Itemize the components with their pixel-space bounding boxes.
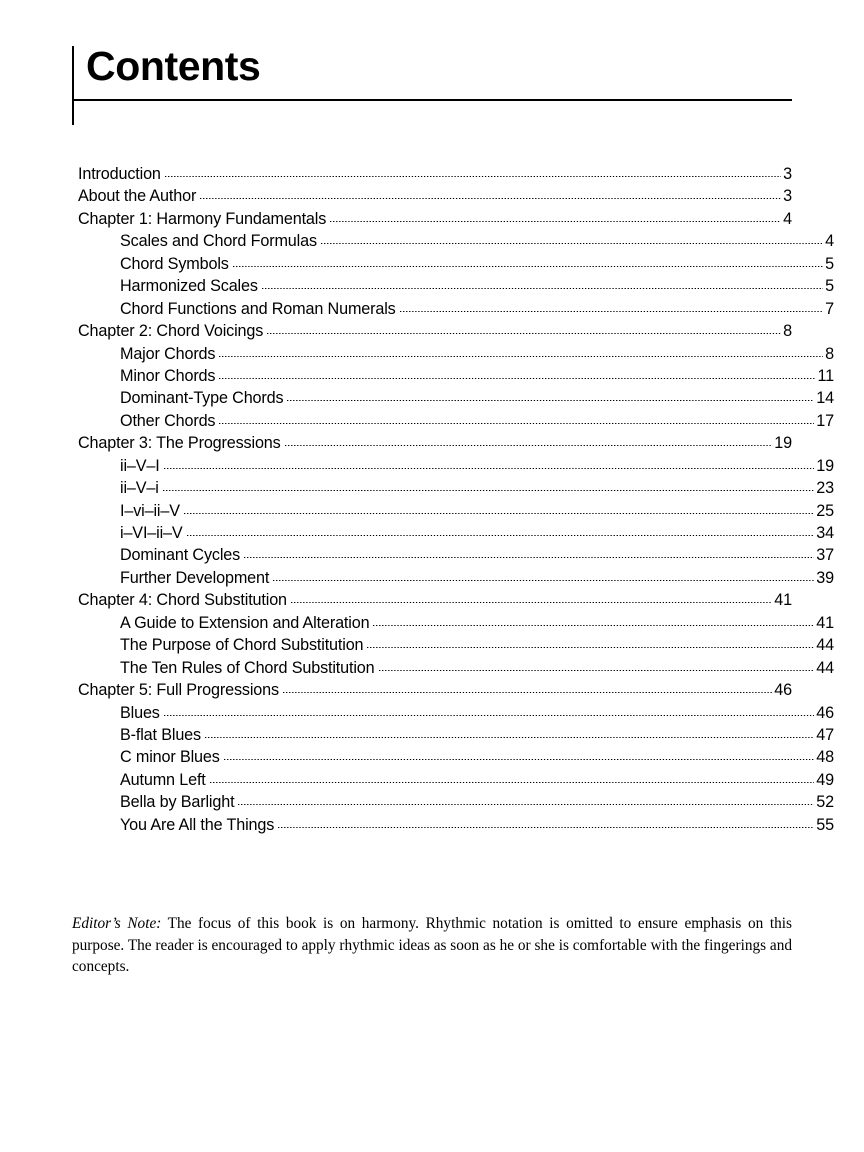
toc-entry-label: Further Development	[120, 568, 270, 587]
toc-entry-label: Blues	[120, 703, 160, 722]
toc-entry-label: Chapter 3: The Progressions	[78, 434, 281, 453]
toc-entry[interactable]	[78, 702, 834, 724]
toc-entry-label: Autumn Left	[120, 770, 206, 789]
toc-entry-label: The Ten Rules of Chord Substitution	[120, 658, 375, 677]
title-block	[72, 43, 792, 126]
toc-entry-page-number: 44	[816, 658, 834, 677]
toc-entry-label: You Are All the Things	[120, 815, 275, 834]
toc-entry-label: Other Chords	[120, 411, 216, 430]
toc-entry-label: Bella by Barlight	[120, 793, 235, 812]
toc-entry[interactable]	[78, 612, 834, 634]
toc-dot-leader	[184, 513, 814, 514]
toc-entry-page-number: 17	[816, 411, 834, 430]
toc-dot-leader	[367, 647, 814, 648]
toc-dot-leader	[330, 221, 781, 222]
toc-entry[interactable]	[78, 544, 834, 566]
toc-entry[interactable]	[78, 185, 792, 207]
toc-entry[interactable]	[78, 746, 834, 768]
toc-entry-page-number: 47	[816, 725, 834, 744]
toc-entry-page-number: 41	[774, 591, 792, 610]
toc-entry[interactable]	[78, 769, 834, 791]
toc-entry[interactable]	[78, 163, 792, 185]
toc-entry-page-number: 19	[816, 456, 834, 475]
toc-entry-page-number: 5	[825, 277, 834, 296]
toc-entry-page-number: 4	[825, 232, 834, 251]
toc-entry-page-number: 44	[816, 636, 834, 655]
toc-entry-label: ii–V–i	[120, 479, 159, 498]
toc-entry-label: Scales and Chord Formulas	[120, 232, 317, 251]
editor-note-body: The focus of this book is on harmony. Rhythmic notation is omitted to ensure emphasis on this purpose. The reader is encouraged to apply rhythmic ideas as soon as he or she is comfortable with the fingerings and concepts.	[72, 915, 792, 975]
toc-dot-leader	[165, 176, 781, 177]
toc-entry-label: Chord Symbols	[120, 254, 229, 273]
toc-entry-page-number: 14	[816, 389, 834, 408]
toc-dot-leader	[219, 356, 823, 357]
toc-dot-leader	[233, 266, 823, 267]
toc-entry[interactable]	[78, 410, 834, 432]
toc-entry-label: Chapter 5: Full Progressions	[78, 681, 279, 700]
toc-entry[interactable]	[78, 432, 792, 454]
toc-entry-label: Chapter 4: Chord Substitution	[78, 591, 287, 610]
toc-dot-leader	[278, 827, 814, 828]
toc-entry[interactable]	[78, 477, 834, 499]
toc-entry[interactable]	[78, 230, 834, 252]
toc-entry-label: The Purpose of Chord Substitution	[120, 636, 364, 655]
toc-dot-leader	[238, 804, 814, 805]
toc-entry-label: About the Author	[78, 187, 197, 206]
toc-entry-page-number: 52	[816, 793, 834, 812]
toc-dot-leader	[200, 198, 781, 199]
toc-entry[interactable]	[78, 208, 792, 230]
toc-entry-page-number: 7	[825, 299, 834, 318]
toc-entry-page-number: 49	[816, 770, 834, 789]
toc-entry-label: Dominant Cycles	[120, 546, 241, 565]
toc-entry-label: Chapter 1: Harmony Fundamentals	[78, 209, 327, 228]
toc-entry-label: A Guide to Extension and Alteration	[120, 613, 370, 632]
toc-entry[interactable]	[78, 387, 834, 409]
toc-entry-page-number: 25	[816, 501, 834, 520]
toc-entry[interactable]	[78, 634, 834, 656]
toc-dot-leader	[285, 445, 773, 446]
toc-entry-page-number: 46	[816, 703, 834, 722]
page-title: Contents	[86, 43, 261, 89]
toc-entry-label: Harmonized Scales	[120, 277, 258, 296]
toc-dot-leader	[379, 670, 815, 671]
toc-entry-page-number: 39	[816, 568, 834, 587]
toc-dot-leader	[373, 625, 814, 626]
toc-entry[interactable]	[78, 275, 834, 297]
toc-entry-page-number: 8	[783, 322, 792, 341]
toc-entry[interactable]	[78, 253, 834, 275]
toc-entry-label: I–vi–ii–V	[120, 501, 180, 520]
toc-entry[interactable]	[78, 567, 834, 589]
toc-dot-leader	[210, 782, 815, 783]
title-horizontal-rule	[72, 99, 792, 101]
toc-entry[interactable]	[78, 589, 792, 611]
toc-entry[interactable]	[78, 522, 834, 544]
toc-entry-label: Minor Chords	[120, 366, 216, 385]
toc-entry-page-number: 55	[816, 815, 834, 834]
toc-dot-leader	[224, 759, 815, 760]
toc-entry[interactable]	[78, 791, 834, 813]
toc-entry-label: Major Chords	[120, 344, 216, 363]
toc-dot-leader	[400, 311, 824, 312]
toc-dot-leader	[163, 490, 815, 491]
toc-entry-page-number: 46	[774, 681, 792, 700]
toc-entry[interactable]	[78, 343, 834, 365]
editor-note	[72, 913, 792, 977]
toc-dot-leader	[321, 243, 823, 244]
toc-entry-page-number: 5	[825, 254, 834, 273]
title-vertical-rule	[72, 46, 74, 125]
toc-entry[interactable]	[78, 724, 834, 746]
toc-dot-leader	[164, 468, 815, 469]
toc-entry-label: Chord Functions and Roman Numerals	[120, 299, 396, 318]
toc-entry[interactable]	[78, 657, 834, 679]
toc-dot-leader	[219, 423, 814, 424]
toc-entry-label: i–VI–ii–V	[120, 524, 183, 542]
toc-dot-leader	[244, 557, 814, 558]
toc-dot-leader	[262, 288, 823, 289]
toc-dot-leader	[283, 692, 772, 693]
toc-entry-page-number: 3	[783, 187, 792, 206]
toc-entry-label: Introduction	[78, 165, 161, 183]
toc-entry[interactable]	[78, 298, 834, 320]
toc-entry-page-number: 37	[816, 546, 834, 565]
toc-dot-leader	[287, 400, 814, 401]
toc-entry[interactable]	[78, 320, 792, 342]
toc-entry-page-number: 19	[774, 434, 792, 453]
table-of-contents	[78, 163, 834, 836]
toc-dot-leader	[267, 333, 781, 334]
toc-entry-page-number: 41	[816, 613, 834, 632]
toc-entry-page-number: 23	[816, 479, 834, 498]
toc-dot-leader	[291, 602, 772, 603]
toc-entry-label: Dominant-Type Chords	[120, 389, 284, 408]
toc-entry-label: Chapter 2: Chord Voicings	[78, 322, 264, 341]
toc-entry[interactable]	[78, 455, 834, 477]
toc-dot-leader	[219, 378, 815, 379]
toc-entry-page-number: 8	[825, 344, 834, 363]
toc-entry-label: ii–V–I	[120, 456, 160, 475]
toc-entry[interactable]	[78, 814, 834, 836]
toc-entry-page-number: 48	[816, 748, 834, 767]
toc-entry-label: B-flat Blues	[120, 725, 201, 744]
toc-entry[interactable]	[78, 679, 792, 701]
toc-entry-page-number: 3	[783, 165, 792, 183]
editor-note-label: Editor’s Note:	[72, 915, 162, 933]
toc-entry-page-number: 34	[816, 524, 834, 542]
toc-dot-leader	[164, 715, 815, 716]
toc-dot-leader	[187, 535, 815, 536]
toc-entry[interactable]	[78, 500, 834, 522]
toc-dot-leader	[273, 580, 814, 581]
toc-dot-leader	[205, 737, 814, 738]
toc-entry[interactable]	[78, 365, 834, 387]
toc-entry-page-number: 4	[783, 209, 792, 228]
toc-entry-page-number: 11	[817, 366, 834, 385]
toc-entry-label: C minor Blues	[120, 748, 220, 767]
